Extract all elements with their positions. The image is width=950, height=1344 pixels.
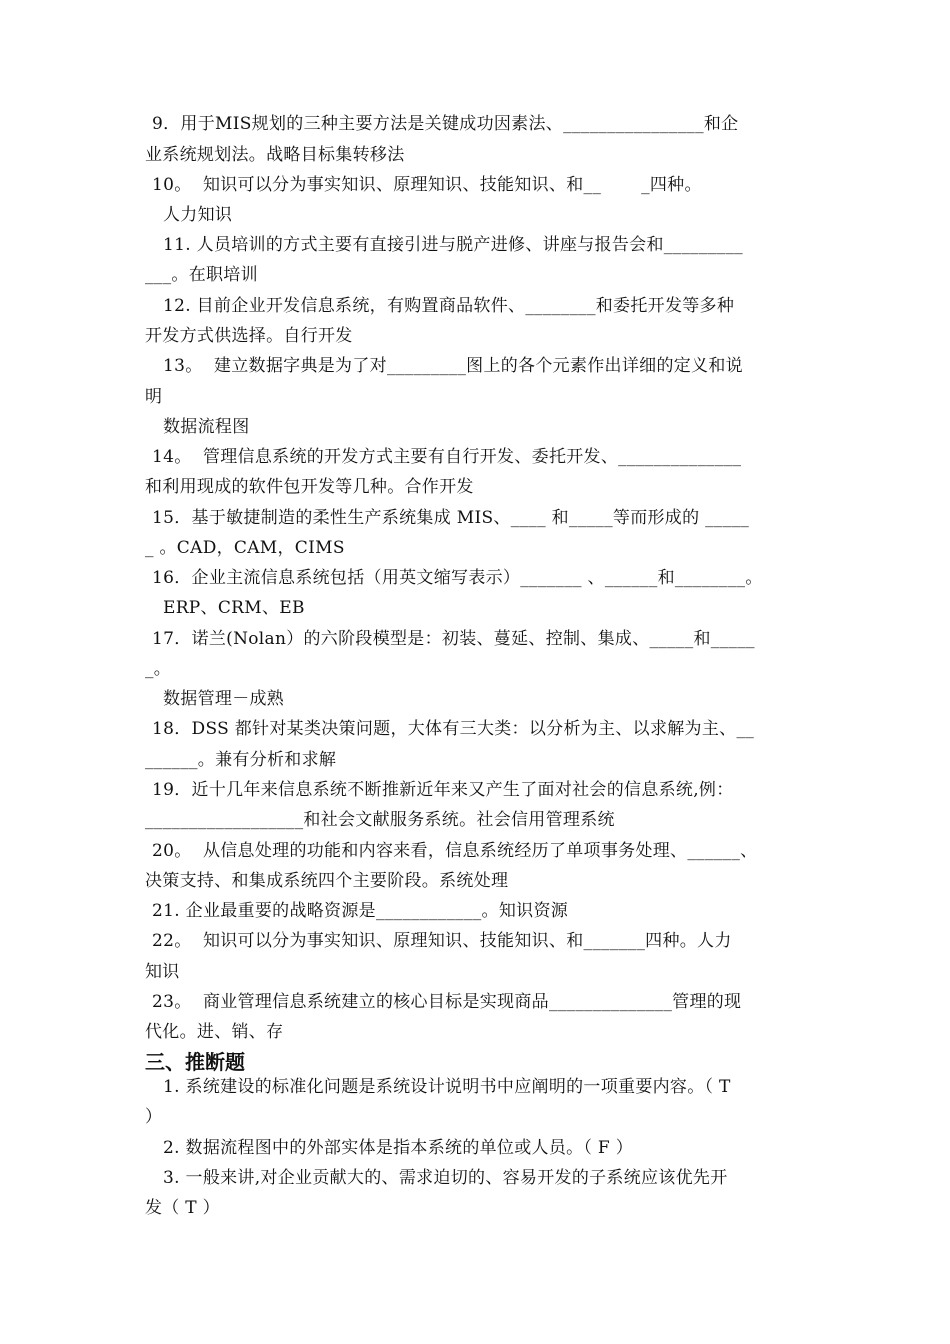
question-23-line-1: 23。 商业管理信息系统建立的核心目标是实现商品______________管理的现: [152, 992, 742, 1012]
question-18-line-2: ______。兼有分析和求解: [145, 750, 337, 770]
judge-3-line-1: 3. 一般来讲,对企业贡献大的、需求迫切的、容易开发的子系统应该优先开: [163, 1168, 728, 1188]
question-22-line-1: 22。 知识可以分为事实知识、原理知识、技能知识、和_______四种。人力: [152, 931, 732, 951]
question-11-line-2: ___。在职培训: [145, 265, 258, 285]
question-16-line-1: 16．企业主流信息系统包括（用英文缩写表示）_______ 、______和________。: [152, 568, 763, 588]
question-12-line-2: 开发方式供选择。自行开发: [145, 326, 353, 346]
judge-1-line-2: ）: [145, 1107, 163, 1127]
question-12-line-1: 12. 目前企业开发信息系统，有购置商品软件、________和委托开发等多种: [163, 296, 735, 316]
question-18-line-1: 18．DSS 都针对某类决策问题，大体有三大类：以分析为主、以求解为主、__: [152, 719, 755, 739]
question-13-line-1: 13。 建立数据字典是为了对_________图上的各个元素作出详细的定义和说: [163, 356, 743, 376]
question-17-answer: 数据管理－成熟: [163, 689, 285, 709]
question-17-line-1: 17．诺兰(Nolan）的六阶段模型是：初装、蔓延、控制、集成、_____和_____: [152, 629, 755, 649]
question-16-answer: ERP、CRM、EB: [163, 598, 305, 618]
judge-3-line-2: 发（ T ）: [145, 1198, 220, 1218]
question-9-line-1: 9．用于MIS规划的三种主要方法是关键成功因素法、________________和企: [152, 114, 739, 134]
question-21-line: 21. 企业最重要的战略资源是____________。知识资源: [152, 901, 569, 921]
question-15-line-2: _ 。CAD，CAM，CIMS: [145, 538, 345, 558]
question-10-line-1: 10。 知识可以分为事实知识、原理知识、技能知识、和__ _四种。: [152, 175, 702, 195]
question-10-answer: 人力知识: [163, 205, 233, 225]
question-13-line-2: 明: [145, 387, 163, 407]
section-heading: 三、推断题: [145, 1050, 245, 1074]
question-20-line-2: 决策支持、和集成系统四个主要阶段。系统处理: [145, 871, 509, 891]
question-15-line-1: 15．基于敏捷制造的柔性生产系统集成 MIS、____ 和_____等而形成的 _____: [152, 508, 750, 528]
question-19-line-1: 19．近十几年来信息系统不断推新近年来又产生了面对社会的信息系统,例：: [152, 780, 734, 800]
question-14-line-1: 14。 管理信息系统的开发方式主要有自行开发、委托开发、______________: [152, 447, 742, 467]
judge-2-line: 2. 数据流程图中的外部实体是指本系统的单位或人员。（ F ）: [163, 1138, 634, 1158]
question-20-line-1: 20。 从信息处理的功能和内容来看，信息系统经历了单项事务处理、______、: [152, 841, 758, 861]
question-22-line-2: 知识: [145, 962, 180, 982]
question-19-line-2: __________________和社会文献服务系统。社会信用管理系统: [145, 810, 615, 830]
question-17-line-2: _。: [145, 659, 172, 679]
question-14-line-2: 和利用现成的软件包开发等几种。合作开发: [145, 477, 474, 497]
question-23-line-2: 代化。进、销、存: [145, 1022, 284, 1042]
judge-1-line-1: 1. 系统建设的标准化问题是系统设计说明书中应阐明的一项重要内容。（ T: [163, 1077, 731, 1097]
question-13-answer: 数据流程图: [163, 417, 250, 437]
question-9-line-2: 业系统规划法。战略目标集转移法: [145, 145, 405, 165]
question-11-line-1: 11. 人员培训的方式主要有直接引进与脱产进修、讲座与报告会和_________: [163, 235, 743, 255]
